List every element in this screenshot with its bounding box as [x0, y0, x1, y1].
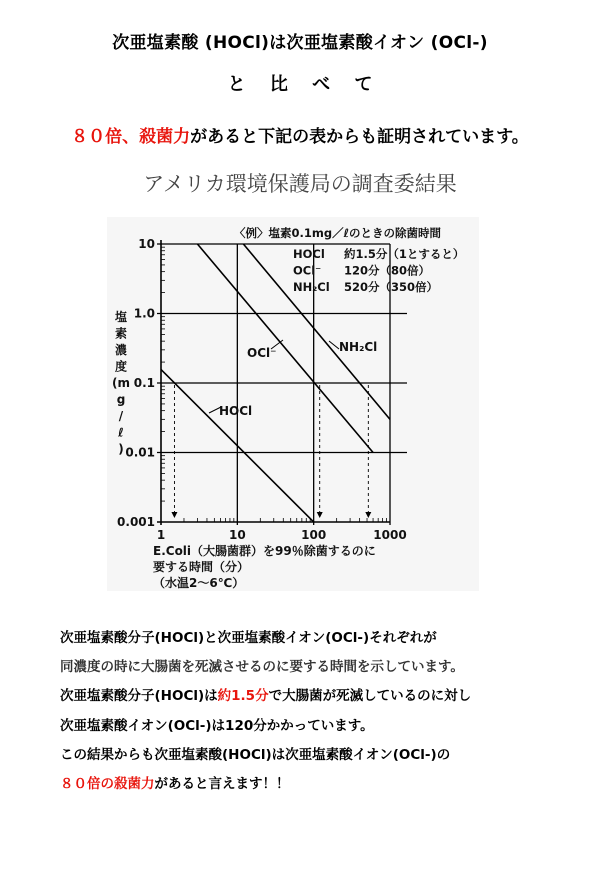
- legend-name: NH₂Cl: [293, 280, 330, 294]
- body-line-3: [60, 682, 580, 711]
- y-axis-label-char: /: [118, 409, 124, 423]
- body-line-4: 次亜塩素酸イオン(OCl-)は120分かかっています。: [60, 717, 374, 734]
- y-axis-label-char: 度: [114, 359, 128, 374]
- chart-panel: [107, 217, 479, 591]
- y-axis-label-char: g: [116, 392, 126, 407]
- reference-arrowhead: [365, 512, 371, 518]
- legend-value: 520分（350倍）: [344, 280, 439, 294]
- body-line-6-b: があると言えます！！: [154, 775, 290, 792]
- series-line-hocl: [154, 362, 314, 522]
- x-axis-label-line: 要する時間（分）: [153, 560, 250, 574]
- legend-name: OCl⁻: [293, 263, 322, 278]
- y-axis-label-char: 素: [114, 326, 128, 341]
- claim-rest: があると下記の表からも証明されています。: [190, 127, 529, 147]
- legend-title: 〈例〉塩素0.1mg／ℓのときの除菌時間: [234, 226, 442, 240]
- body-line-1: 次亜塩素酸分子(HOCl)と次亜塩素酸イオン(OCl-)それぞれが: [60, 630, 437, 646]
- body-line-5: この結果からも次亜塩素酸(HOCl)は次亜塩素酸イオン(OCl-)の: [60, 746, 451, 763]
- reference-arrowhead: [171, 512, 177, 518]
- x-tick-label: 1000: [373, 528, 407, 542]
- body-line-3-a: 次亜塩素酸分子(HOCl)は: [60, 688, 218, 705]
- y-tick-label: 0.01: [125, 445, 155, 460]
- series-label-nh2cl: NH₂Cl: [339, 340, 378, 354]
- y-tick-label: 10: [138, 237, 155, 251]
- y-axis-label-char: ): [118, 442, 124, 456]
- x-axis-label-line: （水温2〜6℃）: [153, 576, 245, 590]
- x-tick-label: 100: [301, 528, 327, 542]
- x-axis-label-line: E.Coli（大腸菌群）を99％除菌するのに: [153, 544, 376, 558]
- body-line-6-highlight: ８０倍の殺菌力: [60, 775, 155, 792]
- y-tick-label: 0.1: [133, 376, 155, 390]
- x-tick-label: 1: [156, 528, 166, 542]
- series-label-ocl: OCl⁻: [247, 346, 277, 360]
- legend-value: 120分（80倍）: [344, 263, 431, 278]
- legend-value: 約1.5分（1とすると）: [344, 247, 465, 261]
- log-log-chart: [107, 217, 479, 591]
- y-axis-label-char: (m: [112, 376, 130, 390]
- body-line-2: 同濃度の時に大腸菌を死滅させるのに要する時間を示しています。: [60, 659, 464, 676]
- y-tick-label: 1.0: [133, 306, 155, 321]
- legend-name: HOCl: [293, 247, 325, 261]
- body-line-6: [60, 770, 580, 799]
- body-line-3-c: で大腸菌が死滅しているのに対し: [268, 688, 472, 705]
- claim-red-2: 殺菌力: [139, 127, 191, 147]
- series-label-hocl: HOCl: [219, 404, 253, 418]
- y-axis-label-char: 濃: [114, 343, 128, 357]
- y-axis-label-char: 塩: [114, 310, 128, 324]
- y-tick-label: 0.001: [117, 515, 155, 529]
- body-line-3-highlight: 約1.5分: [217, 688, 269, 705]
- reference-arrowhead: [317, 512, 323, 518]
- heading-line-1: 次亜塩素酸 (HOCl)は次亜塩素酸イオン (OCl-): [112, 33, 488, 53]
- body-text: [60, 624, 580, 799]
- chart-subtitle: アメリカ環境保護局の調査委結果: [143, 172, 457, 196]
- claim-heading: [0, 122, 600, 147]
- x-tick-label: 10: [228, 528, 246, 542]
- heading-line-2: と 比 べ て: [227, 74, 373, 95]
- y-axis-label-char: ℓ: [118, 425, 124, 440]
- claim-red-1: ８０倍、: [71, 127, 140, 147]
